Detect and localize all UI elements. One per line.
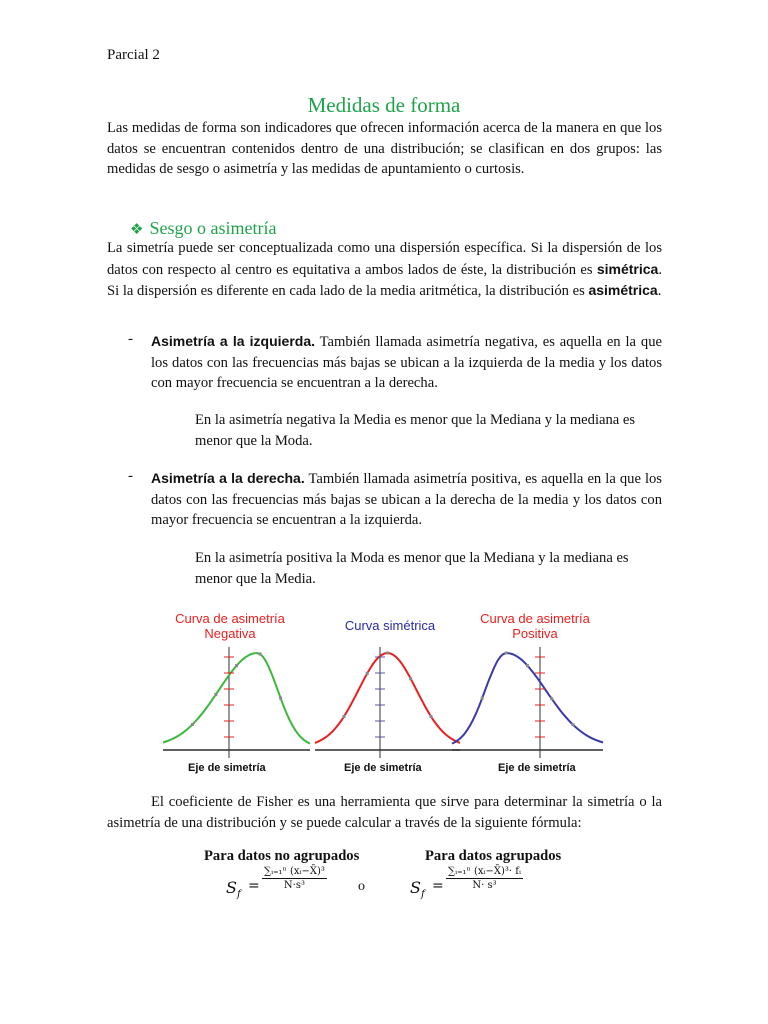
term-asimetrica: asimétrica xyxy=(588,282,658,298)
lhs-subscript: f xyxy=(236,889,241,901)
label-line: Curva de asimetría xyxy=(175,611,285,626)
sample-dot xyxy=(235,664,238,667)
sample-dot xyxy=(430,715,433,718)
sample-dot xyxy=(526,664,529,667)
symmetry-text-c: . xyxy=(657,283,662,299)
formula-lhs xyxy=(410,878,425,900)
note-text: En la asimetría negativa la Media es menor que la Mediana y la mediana es menor que la Moda. xyxy=(195,412,636,449)
sample-dot xyxy=(343,715,346,718)
list-item-right-skew xyxy=(151,468,662,531)
curve-none xyxy=(315,653,460,743)
denominator: N·s³ xyxy=(283,880,305,891)
sample-dot xyxy=(571,723,574,726)
list-dash: - xyxy=(128,468,133,484)
section-heading xyxy=(130,218,276,239)
axis-label-negative: Eje de simetría xyxy=(188,762,266,774)
item-title: Asimetría a la izquierda. xyxy=(151,333,315,349)
numerator: ∑ᵢ₌₁ⁿ (xᵢ−X̄)³· fᵢ xyxy=(448,866,521,877)
formula-lhs xyxy=(226,878,241,900)
note-text: En la asimetría positiva la Moda es menor que la Mediana y la mediana es menor que la Media. xyxy=(195,550,629,587)
section-title: Sesgo o asimetría xyxy=(149,218,277,238)
list-item-left-skew xyxy=(151,331,662,394)
note-negative-skew xyxy=(151,410,662,451)
sample-dot xyxy=(505,652,508,655)
lhs-symbol: S xyxy=(226,878,237,897)
note-positive-skew xyxy=(151,548,662,589)
heading-grouped: Para datos agrupados xyxy=(425,848,562,864)
diamond-bullet-icon: ❖ xyxy=(130,220,144,238)
denominator: N· s³ xyxy=(472,880,497,891)
sample-dot xyxy=(409,677,412,680)
axis-label-symmetric: Eje de simetría xyxy=(344,762,422,774)
item-text: También llamada asimetría negativa, es aquella en la que los datos con las frecuencias más bajas se ubican a la izquierda de la media y los datos con mayor frecuencia se encuentran a la derecha. xyxy=(151,334,662,391)
sample-dot xyxy=(481,697,484,700)
fraction xyxy=(446,866,523,891)
label-line: Negativa xyxy=(204,626,256,641)
or-text: o xyxy=(358,879,365,894)
sample-dot xyxy=(214,693,217,696)
sample-dot xyxy=(366,672,369,675)
sample-dot xyxy=(386,652,389,655)
sample-dot xyxy=(191,723,194,726)
heading-ungrouped: Para datos no agrupados xyxy=(204,848,360,864)
equals-sign: = xyxy=(248,878,260,894)
item-text: También llamada asimetría positiva, es aquella en la que los datos con las frecuencias más bajas se ubican a la derecha de la media y los datos con mayor frecuencia se encuentran a la izquierda. xyxy=(151,471,662,528)
sample-dot xyxy=(550,697,553,700)
page-header: Parcial 2 xyxy=(107,47,160,63)
equals-sign: = xyxy=(432,878,444,894)
label-line: Curva de asimetría xyxy=(480,611,590,626)
skewness-figure xyxy=(160,605,610,780)
label-line: Curva simétrica xyxy=(344,618,436,633)
list-dash: - xyxy=(128,331,133,347)
item-title: Asimetría a la derecha. xyxy=(151,470,305,486)
symmetry-paragraph xyxy=(107,238,662,302)
intro-paragraph: Las medidas de forma son indicadores que ofrecen información acerca de la manera en que los datos se encuentran contenidos dentro de una distribución; se clasifican en dos grupos: las medidas de sesgo o asimetría y las medidas de apuntamiento o curtosis. xyxy=(107,120,662,177)
curves-svg xyxy=(160,605,610,780)
axis-label-positive: Eje de simetría xyxy=(498,762,576,774)
numerator: ∑ᵢ₌₁ⁿ (xᵢ−X̄)³ xyxy=(264,866,325,877)
symmetry-text-b: . Si la dispersión es diferente en cada lado de la media aritmética, la distribución es xyxy=(107,261,662,299)
label-line: Positiva xyxy=(512,626,558,641)
sample-dot xyxy=(259,652,262,655)
fisher-paragraph: El coeficiente de Fisher es una herramienta que sirve para determinar la simetría o la asimetría de una distribución y se puede calcular a través de la siguiente fórmula: xyxy=(107,794,662,831)
lhs-symbol: S xyxy=(410,878,421,897)
sample-dot xyxy=(279,697,282,700)
document-title: Medidas de forma xyxy=(307,93,461,117)
term-simetrica: simétrica xyxy=(596,260,659,277)
symmetry-text-a: La simetría puede ser conceptualizada como una dispersión específica. Si la dispersión de los datos con respecto al centro es equitativa a ambos lados de éste, la distribución es xyxy=(107,240,662,278)
fraction xyxy=(262,866,327,891)
lhs-subscript: f xyxy=(420,889,425,901)
